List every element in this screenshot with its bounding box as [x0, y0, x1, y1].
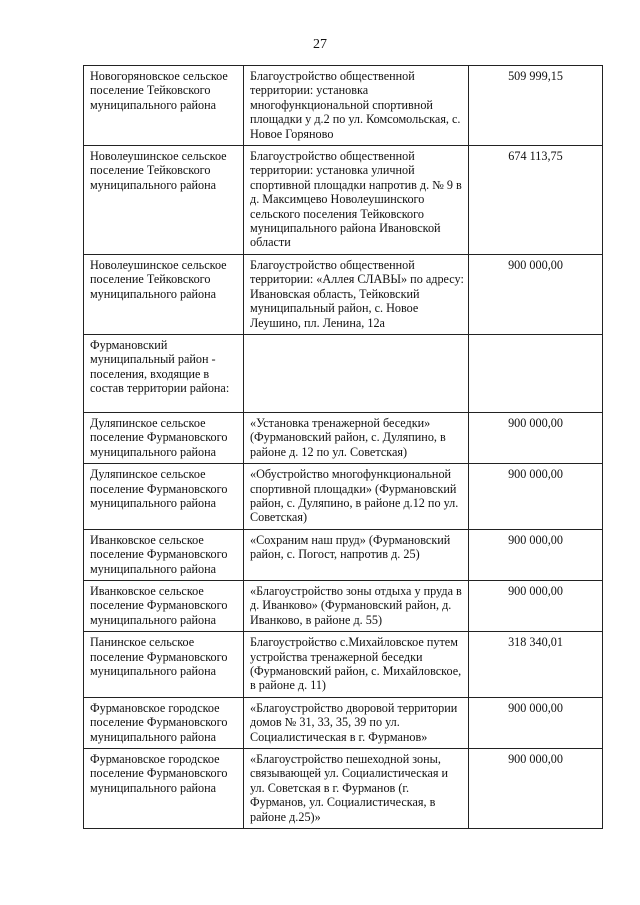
project-description-cell	[244, 334, 469, 412]
amount-cell: 318 340,01	[469, 632, 603, 698]
section-heading-cell: Фурмановский муниципальный район - поселения, входящие в состав территории района:	[84, 334, 244, 412]
amount-cell: 674 113,75	[469, 146, 603, 255]
table-row	[84, 412, 603, 463]
project-description-cell: «Благоустройство зоны отдыха у пруда в д. Иванково» (Фурмановский район, д. Иванково, в районе д. 55)	[244, 580, 469, 631]
project-description-cell: Благоустройство общественной территории: «Аллея СЛАВЫ» по адресу: Ивановская область, Тейковский муниципальный район, с. Новое Леушино, пл. Ленина, 12а	[244, 254, 469, 334]
table-row	[84, 697, 603, 748]
amount-cell: 900 000,00	[469, 412, 603, 463]
page-number: 27	[313, 37, 327, 52]
project-description-cell: «Установка тренажерной беседки» (Фурмановский район, с. Дуляпино, в районе д. 12 по ул. Советская)	[244, 412, 469, 463]
table-row	[84, 632, 603, 698]
project-description-cell: «Обустройство многофункциональной спортивной площадки» (Фурмановский район, с. Дуляпино, в районе д.12 по ул. Советская)	[244, 464, 469, 530]
funding-table	[83, 65, 603, 829]
table-row	[84, 529, 603, 580]
amount-cell: 900 000,00	[469, 580, 603, 631]
settlement-cell: Иванковское сельское поселение Фурмановского муниципального района	[84, 529, 244, 580]
table-row	[84, 749, 603, 829]
amount-cell: 900 000,00	[469, 464, 603, 530]
amount-cell: 900 000,00	[469, 254, 603, 334]
table-row	[84, 254, 603, 334]
table-row	[84, 146, 603, 255]
settlement-cell: Иванковское сельское поселение Фурмановского муниципального района	[84, 580, 244, 631]
table-row	[84, 580, 603, 631]
project-description-cell: «Благоустройство дворовой территории домов № 31, 33, 35, 39 по ул. Социалистическая в г. Фурманов»	[244, 697, 469, 748]
table-row	[84, 464, 603, 530]
project-description-cell: Благоустройство общественной территории: установка уличной спортивной площадки напротив д. № 9 в д. Максимцево Новолеушинского сельского поселения Тейковского муниципального района Ивановской области	[244, 146, 469, 255]
section-header-row	[84, 334, 603, 412]
settlement-cell: Фурмановское городское поселение Фурмановского муниципального района	[84, 697, 244, 748]
project-description-cell: «Сохраним наш пруд» (Фурмановский район, с. Погост, напротив д. 25)	[244, 529, 469, 580]
amount-cell	[469, 334, 603, 412]
settlement-cell: Новолеушинское сельское поселение Тейковского муниципального района	[84, 254, 244, 334]
settlement-cell: Новолеушинское сельское поселение Тейковского муниципального района	[84, 146, 244, 255]
project-description-cell: «Благоустройство пешеходной зоны, связывающей ул. Социалистическая и ул. Советская в г. Фурманов (г. Фурманов, ул. Социалистическая, в районе д.25)»	[244, 749, 469, 829]
settlement-cell: Дуляпинское сельское поселение Фурмановского муниципального района	[84, 464, 244, 530]
settlement-cell: Панинское сельское поселение Фурмановского муниципального района	[84, 632, 244, 698]
amount-cell: 900 000,00	[469, 697, 603, 748]
table-body	[84, 66, 603, 829]
project-description-cell: Благоустройство общественной территории: установка многофункциональной спортивной площадки у д.2 по ул. Комсомольская, с. Новое Горяново	[244, 66, 469, 146]
project-description-cell: Благоустройство с.Михайловское путем устройства тренажерной беседки (Фурмановский район, с. Михайловское, в районе д. 11)	[244, 632, 469, 698]
settlement-cell: Дуляпинское сельское поселение Фурмановского муниципального района	[84, 412, 244, 463]
settlement-cell: Новогоряновское сельское поселение Тейковского муниципального района	[84, 66, 244, 146]
amount-cell: 509 999,15	[469, 66, 603, 146]
amount-cell: 900 000,00	[469, 529, 603, 580]
table-row	[84, 66, 603, 146]
settlement-cell: Фурмановское городское поселение Фурмановского муниципального района	[84, 749, 244, 829]
amount-cell: 900 000,00	[469, 749, 603, 829]
